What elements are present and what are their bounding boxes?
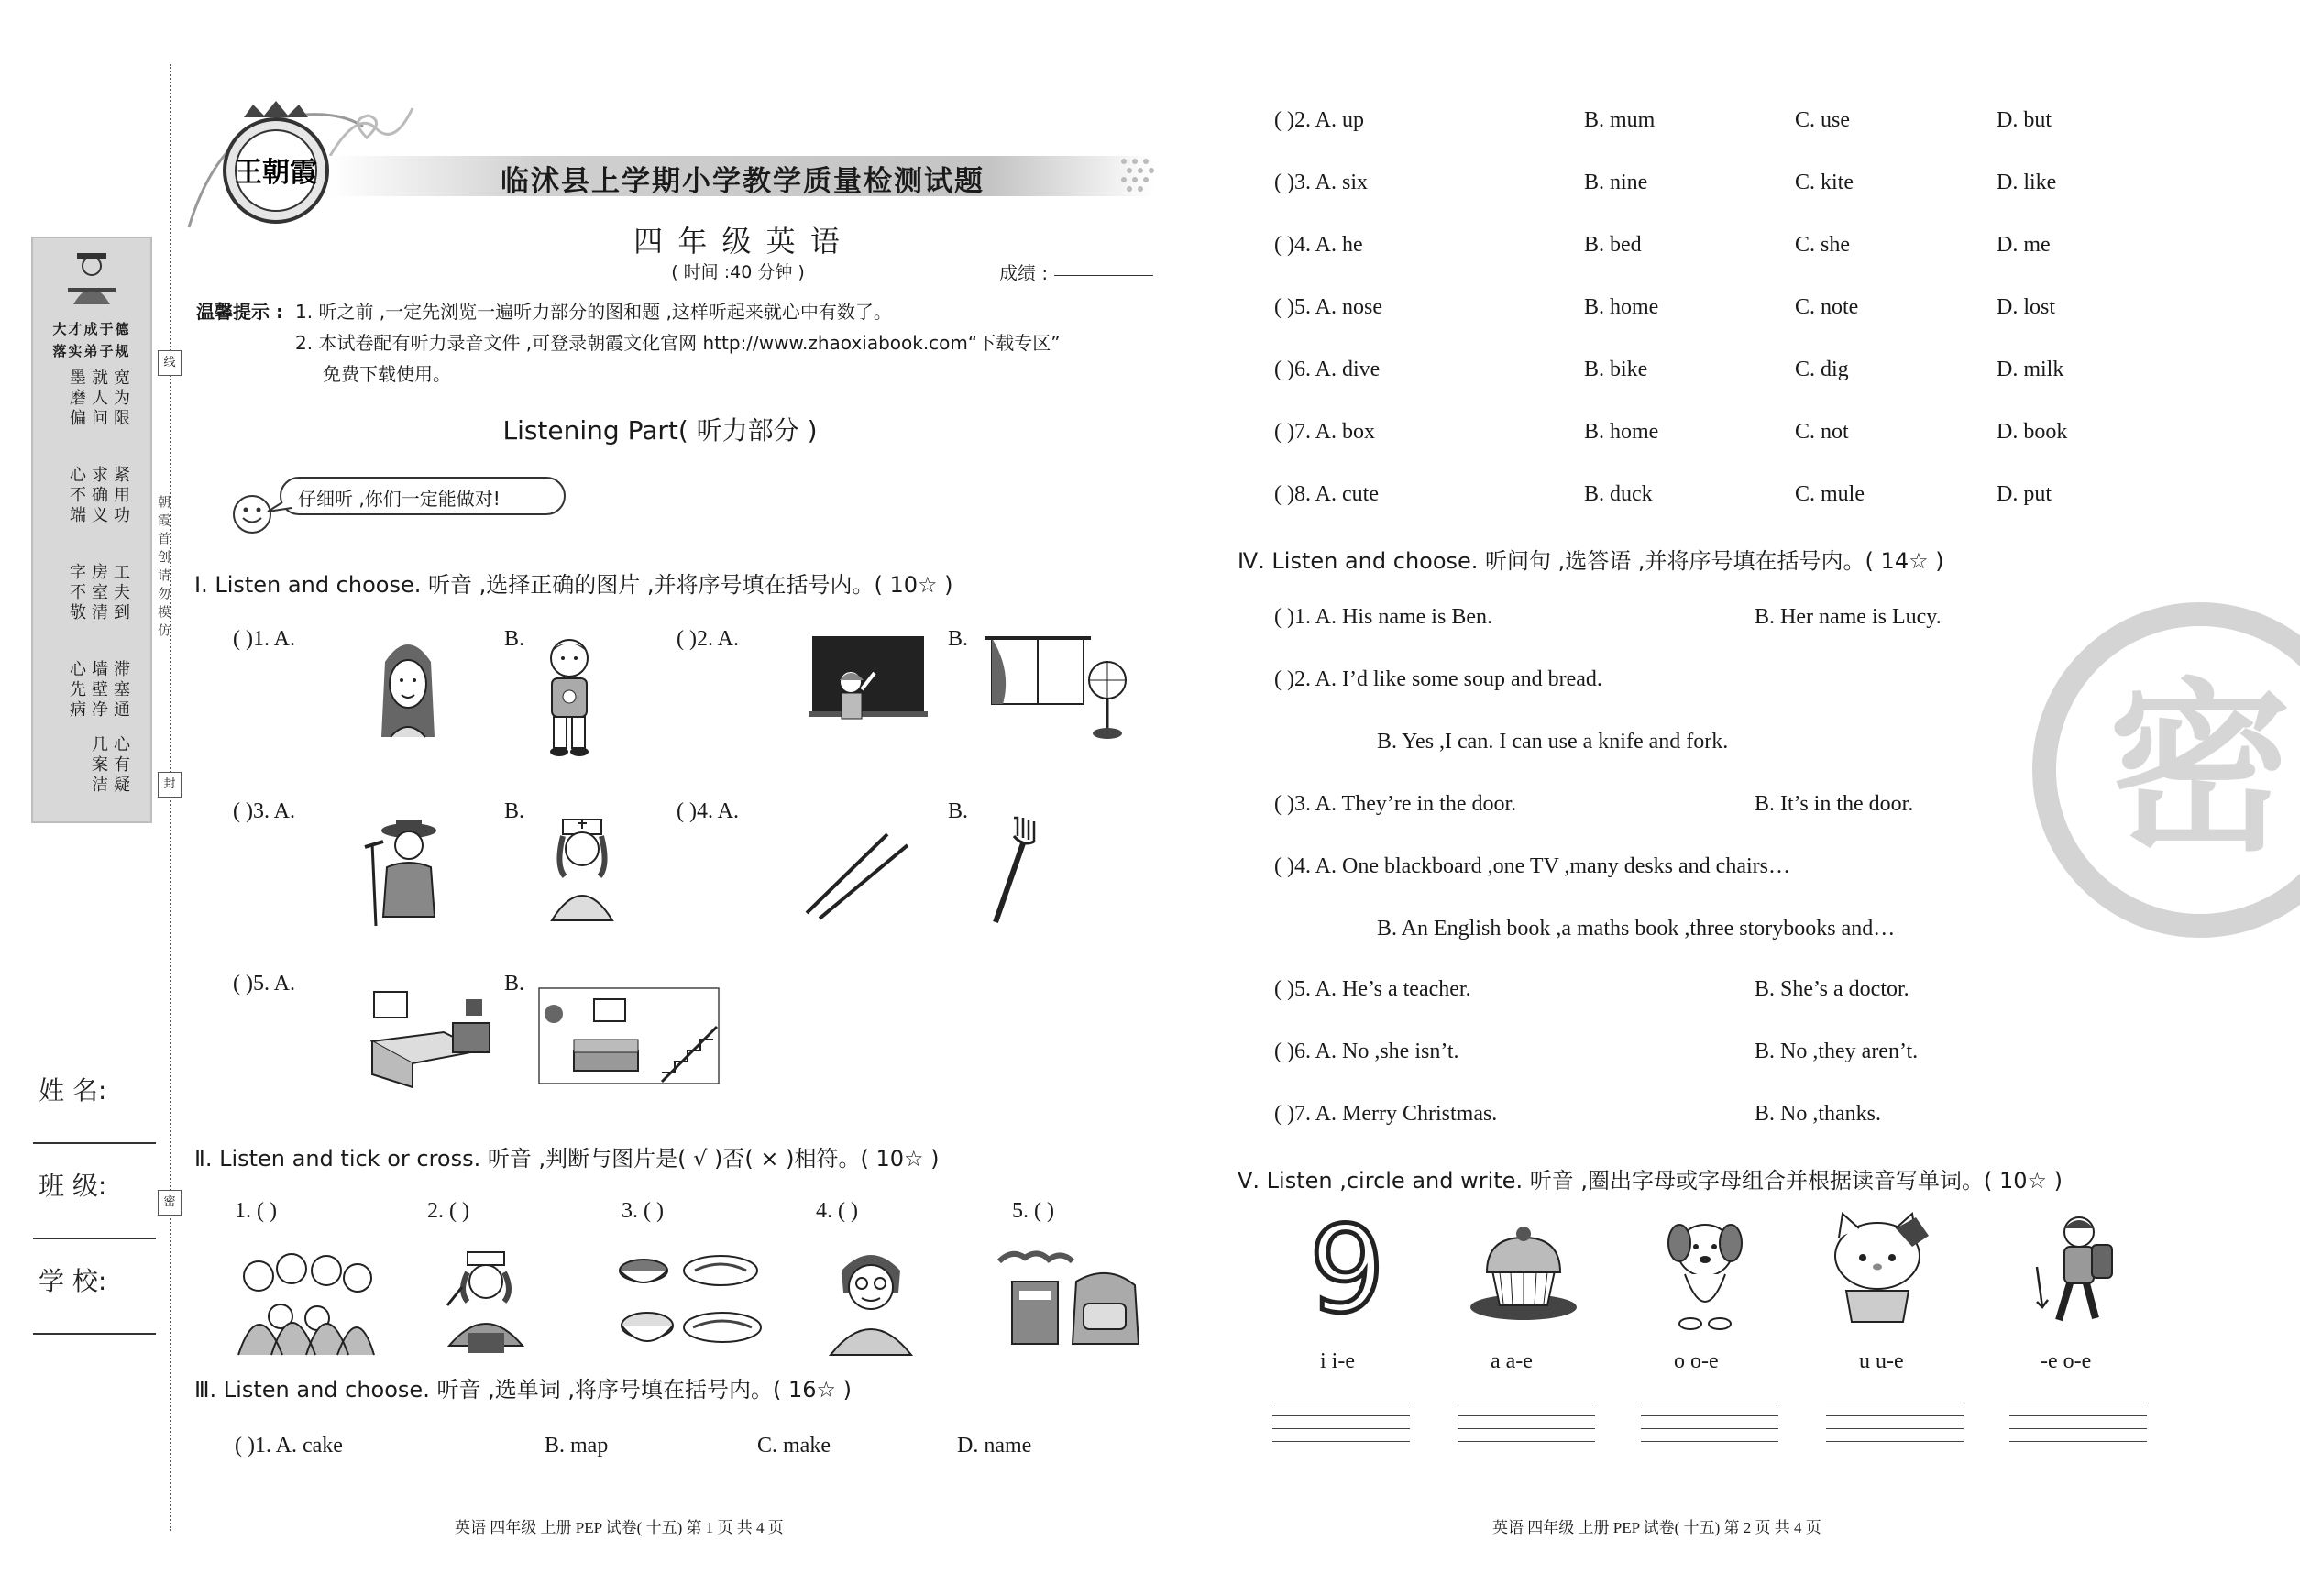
- motto-panel: [31, 237, 152, 823]
- s3-q3-d: D. like: [1997, 171, 2057, 194]
- name-label: 姓 名:: [39, 1075, 107, 1106]
- s4-q1-b: B. Her name is Lucy.: [1755, 605, 1942, 629]
- boy-walking-icon: [2028, 1212, 2119, 1335]
- s2-item-3: 3. ( ): [622, 1199, 664, 1223]
- bedroom-image: [370, 986, 495, 1089]
- tips-line-2: 2. 本试卷配有听力录音文件 ,可登录朝霞文化官网 http://www.zhaoxiabook.com“下载专区”: [295, 332, 1061, 354]
- blackboard-girl-image: [809, 634, 928, 722]
- footer-page-2: 英语 四年级 上册 PEP 试卷( 十五) 第 2 页 共 4 页: [1492, 1519, 1821, 1536]
- class-label: 班 级:: [39, 1171, 107, 1201]
- s4-q7-b: B. No ,thanks.: [1755, 1102, 1881, 1126]
- chopsticks-image: [803, 825, 913, 920]
- s5-letters-1: i i-e: [1320, 1349, 1355, 1373]
- score-field[interactable]: [1054, 275, 1153, 276]
- window-fan-image: [985, 634, 1140, 743]
- footer-page-1: 英语 四年级 上册 PEP 试卷( 十五) 第 1 页 共 4 页: [455, 1519, 784, 1536]
- school-field[interactable]: [33, 1333, 156, 1335]
- seal-tag-secret: 密: [158, 1190, 182, 1216]
- listening-title: Listening Part( 听力部分 ): [502, 415, 818, 446]
- s4-q5-b: B. She’s a doctor.: [1755, 977, 1909, 1001]
- s3-q7-c: C. not: [1795, 420, 1849, 444]
- motto-col: 求确义: [89, 466, 108, 526]
- motto-col: 心不端: [67, 466, 86, 526]
- s3-q5-d: D. lost: [1997, 295, 2056, 319]
- family-image: [235, 1249, 376, 1357]
- motto-col: 就人问: [89, 369, 108, 429]
- s4-q4-b: B. An English book ,a maths book ,three storybooks and…: [1377, 917, 1896, 941]
- tips-line-1: 1. 听之前 ,一定先浏览一遍听力部分的图和题 ,这样听起来就心中有数了。: [295, 301, 892, 323]
- tips-label: 温馨提示 :: [196, 301, 283, 323]
- s4-q2-a: ( )2. A. I’d like some soup and bread.: [1274, 667, 1602, 691]
- s2-item-1: 1. ( ): [235, 1199, 277, 1223]
- motto-col: 滞塞通: [111, 660, 130, 721]
- s3-q4: ( )4. A. he: [1274, 233, 1363, 257]
- s4-q3-b: B. It’s in the door.: [1755, 792, 1914, 816]
- s3-q6: ( )6. A. dive: [1274, 358, 1381, 381]
- section1-heading: Ⅰ. Listen and choose. 听音 ,选择正确的图片 ,并将序号填在括号内。( 10☆ ): [194, 572, 953, 598]
- number-nine: 9: [1309, 1200, 1385, 1339]
- s2-item-2: 2. ( ): [427, 1199, 469, 1223]
- exam-time: ( 时间 :40 分钟 ): [671, 262, 805, 282]
- name-field[interactable]: [33, 1142, 156, 1144]
- s3-q7-b: B. home: [1584, 420, 1659, 444]
- s2-item-4: 4. ( ): [816, 1199, 858, 1223]
- s3-q4-b: B. bed: [1584, 233, 1642, 257]
- s1-q5-label: ( )5. A.: [233, 972, 295, 996]
- s5-write-lines-4[interactable]: [1826, 1403, 1964, 1454]
- score-label: 成绩 :: [999, 262, 1049, 284]
- confidential-watermark: [2026, 587, 2300, 953]
- cake-icon: [1467, 1225, 1580, 1324]
- s5-write-lines-1[interactable]: [1272, 1403, 1410, 1454]
- s5-write-lines-3[interactable]: [1641, 1403, 1778, 1454]
- section4-heading: Ⅳ. Listen and choose. 听问句 ,选答语 ,并将序号填在括号内。( 14☆ ): [1238, 548, 1944, 574]
- motto-col: 宽为限: [111, 369, 130, 429]
- grandma-image: [825, 1243, 917, 1357]
- school-label: 学 校:: [39, 1266, 107, 1296]
- doctor-image: [440, 1250, 532, 1357]
- side-note-original: 朝霞首创: [156, 495, 171, 568]
- books-bag-image: [994, 1249, 1155, 1351]
- exam-subtitle: 四 年 级 英 语: [633, 224, 842, 259]
- motto-col: 房室清: [89, 563, 108, 623]
- fork-image: [986, 814, 1041, 928]
- motto-col: 字不敬: [67, 563, 86, 623]
- motto-head-2: 落实弟子规: [52, 343, 131, 359]
- s5-letters-3: o o-e: [1674, 1349, 1719, 1373]
- s3-q3: ( )3. A. six: [1274, 171, 1368, 194]
- farmer-image: [363, 816, 449, 928]
- woman-long-hair-image: [370, 634, 446, 748]
- motto-col: 几案洁: [89, 735, 108, 796]
- s1-q4-b-label: B.: [948, 799, 969, 823]
- s5-letters-5: -e o-e: [2041, 1349, 2092, 1373]
- brand-name: 王朝霞: [235, 157, 317, 189]
- s3-q8-d: D. put: [1997, 482, 2052, 506]
- s3-q2-b: B. mum: [1584, 108, 1656, 132]
- bubble-text: 仔细听 ,你们一定能做对!: [298, 488, 501, 510]
- s3-q2-c: C. use: [1795, 108, 1850, 132]
- watermark-text: 密: [2107, 663, 2293, 876]
- nurse-image: [541, 816, 623, 922]
- motto-col: 心先病: [67, 660, 86, 721]
- s4-q4-a: ( )4. A. One blackboard ,one TV ,many desks and chairs…: [1274, 854, 1790, 878]
- s3-q6-c: C. dig: [1795, 358, 1849, 381]
- s3-q4-d: D. me: [1997, 233, 2051, 257]
- s3-q1: ( )1. A. cake: [235, 1434, 343, 1458]
- s4-q7-a: ( )7. A. Merry Christmas.: [1274, 1102, 1498, 1126]
- s3-q6-b: B. bike: [1584, 358, 1648, 381]
- s1-q3-b-label: B.: [504, 799, 525, 823]
- section3-heading: Ⅲ. Listen and choose. 听音 ,选单词 ,将序号填在括号内。( 16☆ ): [194, 1377, 852, 1403]
- s4-q3-a: ( )3. A. They’re in the door.: [1274, 792, 1517, 816]
- living-room-image: [537, 986, 721, 1085]
- boy-image: [535, 634, 603, 759]
- hello-kitty-icon: [1826, 1210, 1936, 1329]
- s3-q1-d: D. name: [957, 1434, 1032, 1458]
- exam-title: 临沭县上学期小学教学质量检测试题: [501, 165, 985, 198]
- tips-line-3: 免费下载使用。: [323, 363, 451, 385]
- s3-q2-d: D. but: [1997, 108, 2052, 132]
- s1-q1-b-label: B.: [504, 627, 525, 651]
- s1-q4-label: ( )4. A.: [677, 799, 739, 823]
- s3-q7-d: D. book: [1997, 420, 2068, 444]
- s1-q1-label: ( )1. A.: [233, 627, 295, 651]
- section5-heading: Ⅴ. Listen ,circle and write. 听音 ,圈出字母或字母组合并根据读音写单词。( 10☆ ): [1238, 1168, 2063, 1194]
- section2-heading: Ⅱ. Listen and tick or cross. 听音 ,判断与图片是( √ )否( × )相符。( 10☆ ): [194, 1146, 940, 1172]
- motto-col: 墨磨偏: [67, 369, 86, 429]
- class-field[interactable]: [33, 1238, 156, 1239]
- s3-q8-b: B. duck: [1584, 482, 1653, 506]
- s5-write-lines-5[interactable]: [2009, 1403, 2147, 1454]
- s3-q8-c: C. mule: [1795, 482, 1865, 506]
- s5-letters-2: a a-e: [1491, 1349, 1533, 1373]
- s3-q1-b: B. map: [545, 1434, 609, 1458]
- s1-q3-label: ( )3. A.: [233, 799, 295, 823]
- motto-col: 工夫到: [111, 563, 130, 623]
- food-image: [611, 1249, 766, 1357]
- s3-q3-b: B. nine: [1584, 171, 1648, 194]
- motto-col: 墙壁净: [89, 660, 108, 721]
- s4-q6-b: B. No ,they aren’t.: [1755, 1040, 1919, 1063]
- s3-q7: ( )7. A. box: [1274, 420, 1375, 444]
- s4-q6-a: ( )6. A. No ,she isn’t.: [1274, 1040, 1459, 1063]
- s3-q2: ( )2. A. up: [1274, 108, 1364, 132]
- s3-q3-c: C. kite: [1795, 171, 1854, 194]
- s5-letters-4: u u-e: [1859, 1349, 1904, 1373]
- s1-q5-b-label: B.: [504, 972, 525, 996]
- s3-q5-c: C. note: [1795, 295, 1859, 319]
- motto-head-1: 大才成于德: [52, 321, 131, 337]
- seal-tag-seal: 封: [158, 772, 182, 798]
- s4-q5-a: ( )5. A. He’s a teacher.: [1274, 977, 1471, 1001]
- s3-q5-b: B. home: [1584, 295, 1659, 319]
- s4-q1-a: ( )1. A. His name is Ben.: [1274, 605, 1492, 629]
- s5-write-lines-2[interactable]: [1458, 1403, 1595, 1454]
- scholar-icon: [64, 249, 119, 306]
- s3-q8: ( )8. A. cute: [1274, 482, 1379, 506]
- s3-q5: ( )5. A. nose: [1274, 295, 1382, 319]
- seal-tag-line: 线: [158, 350, 182, 376]
- s3-q4-c: C. she: [1795, 233, 1850, 257]
- s2-item-5: 5. ( ): [1012, 1199, 1054, 1223]
- motto-col: 心有疑: [111, 735, 130, 796]
- side-note-no-copy: 请勿模仿: [156, 568, 171, 642]
- s1-q2-b-label: B.: [948, 627, 969, 651]
- s1-q2-label: ( )2. A.: [677, 627, 739, 651]
- s3-q6-d: D. milk: [1997, 358, 2064, 381]
- s3-q1-c: C. make: [757, 1434, 831, 1458]
- s4-q2-b: B. Yes ,I can. I can use a knife and fork.: [1377, 730, 1729, 754]
- binding-dotted-line: [170, 64, 171, 1531]
- motto-col: 紧用功: [111, 466, 130, 526]
- dog-icon: [1659, 1210, 1751, 1333]
